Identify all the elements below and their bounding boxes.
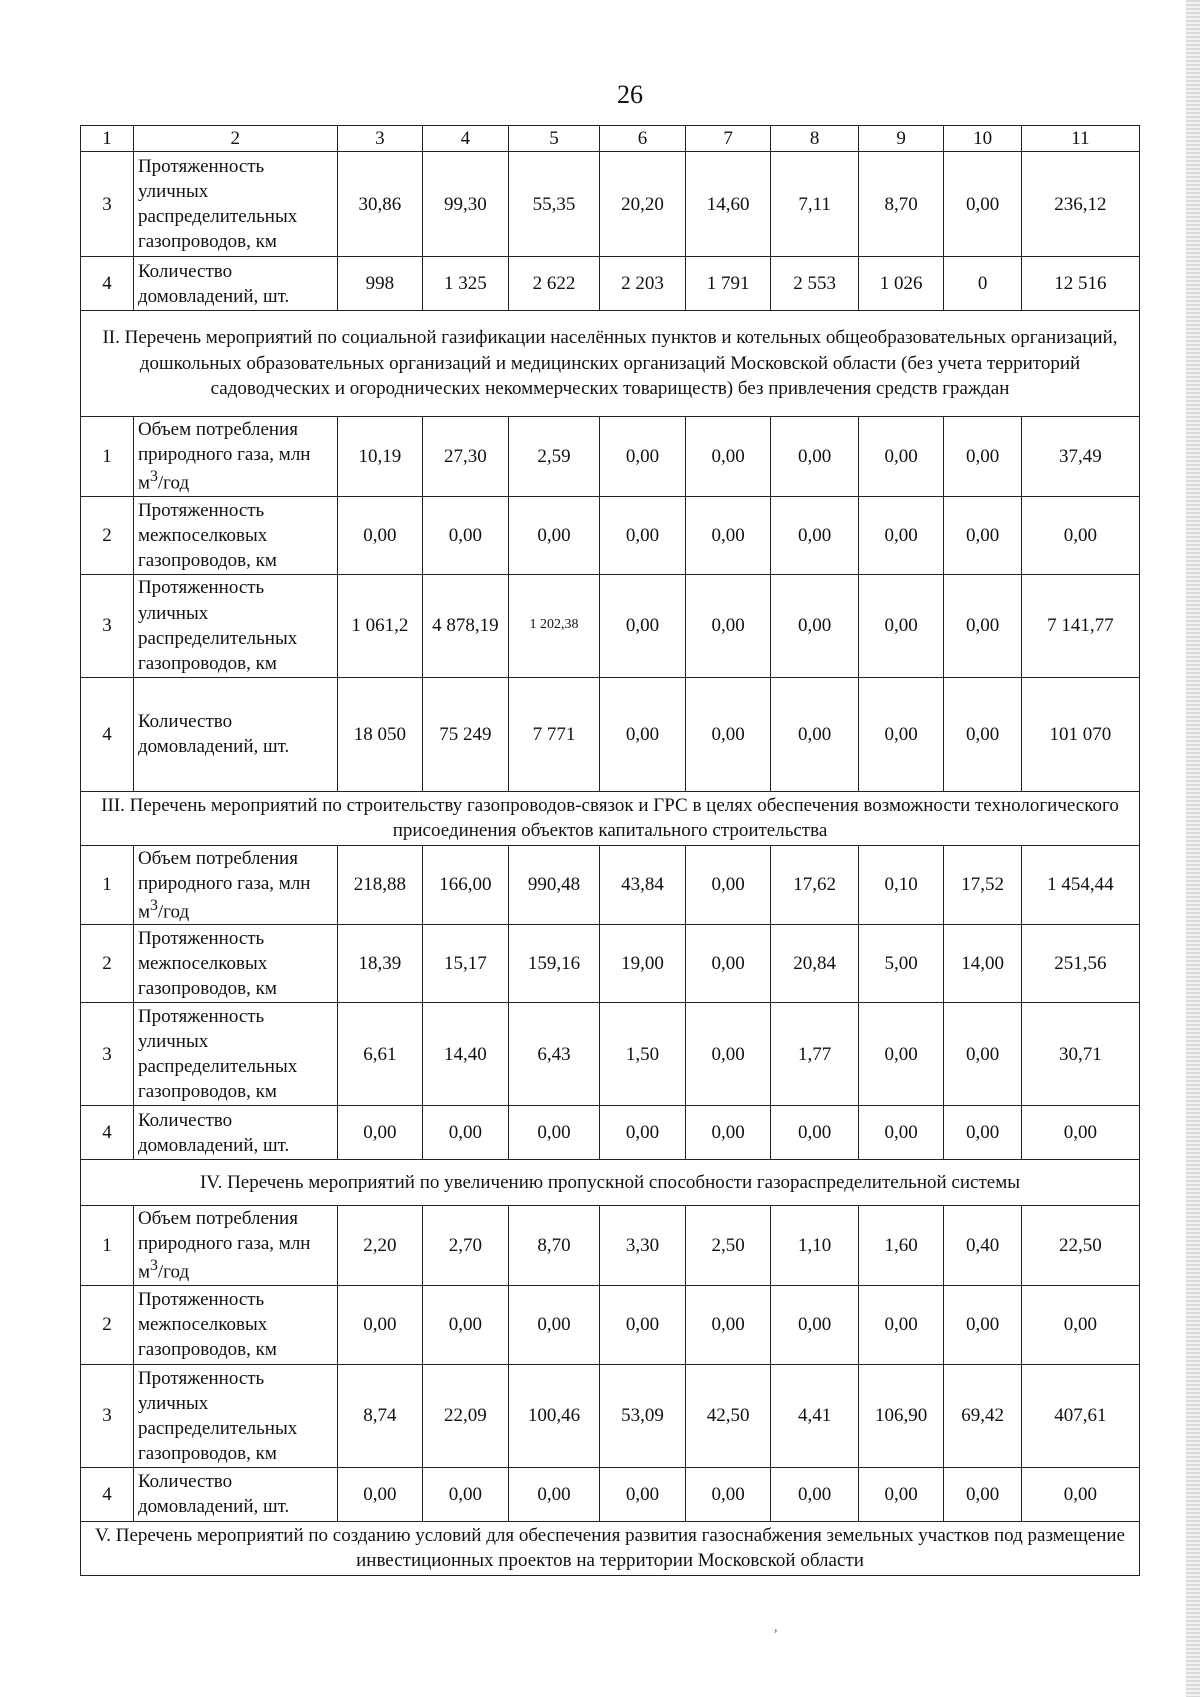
value-cell: 0,00 — [508, 496, 600, 574]
row-label: Протяженность уличных распределительных газопроводов, км — [133, 574, 337, 677]
value-cell: 0,00 — [423, 1106, 509, 1160]
value-cell: 0,00 — [858, 574, 944, 677]
value-cell: 8,70 — [508, 1206, 600, 1286]
header-cell: 9 — [858, 126, 944, 152]
section-title: IV. Перечень мероприятий по увеличению пропускной способности газораспределительной системы — [81, 1160, 1140, 1206]
value-cell: 0,00 — [685, 1467, 771, 1521]
value-cell: 99,30 — [423, 152, 509, 257]
value-cell: 101 070 — [1021, 677, 1139, 791]
value-cell: 2 553 — [771, 257, 859, 311]
value-cell: 0,00 — [600, 1285, 686, 1364]
value-cell: 0,00 — [423, 496, 509, 574]
gasification-table — [80, 125, 1140, 1576]
table-row — [81, 152, 1140, 257]
value-cell: 0,00 — [600, 496, 686, 574]
value-cell: 4 878,19 — [423, 574, 509, 677]
value-cell: 1 325 — [423, 257, 509, 311]
table-row — [81, 1206, 1140, 1286]
value-cell: 106,90 — [858, 1364, 944, 1467]
value-cell: 0,00 — [600, 1106, 686, 1160]
value-cell: 0,00 — [858, 677, 944, 791]
section-header-row — [81, 1521, 1140, 1575]
value-cell: 0,00 — [423, 1467, 509, 1521]
value-cell: 2,70 — [423, 1206, 509, 1286]
row-number: 2 — [81, 925, 134, 1003]
section-title: II. Перечень мероприятий по социальной газификации населённых пунктов и котельных общеобразовательных организаций, дошкольных образовательных организаций и медицинских организаций Московской области (без учета территорий садоводческих и огороднических некоммерческих товариществ) без привлечения средств граждан — [81, 311, 1140, 417]
value-cell: 0,00 — [685, 1285, 771, 1364]
value-cell: 12 516 — [1021, 257, 1139, 311]
value-cell: 0,00 — [944, 152, 1021, 257]
value-cell: 2,20 — [337, 1206, 423, 1286]
header-cell: 7 — [685, 126, 771, 152]
section-title: V. Перечень мероприятий по созданию условий для обеспечения развития газоснабжения земельных участков под размещение инвестиционных проектов на территории Московской области — [81, 1521, 1140, 1575]
value-cell: 2,59 — [508, 417, 600, 497]
value-cell: 100,46 — [508, 1364, 600, 1467]
value-cell: 0,00 — [771, 417, 859, 497]
value-cell: 1 026 — [858, 257, 944, 311]
value-cell: 6,43 — [508, 1003, 600, 1106]
value-cell: 7,11 — [771, 152, 859, 257]
value-cell: 236,12 — [1021, 152, 1139, 257]
value-cell: 0,00 — [858, 1467, 944, 1521]
row-label: Количество домовладений, шт. — [133, 257, 337, 311]
value-cell: 0,00 — [600, 677, 686, 791]
value-cell: 14,00 — [944, 925, 1021, 1003]
value-cell: 0,00 — [685, 925, 771, 1003]
section-header-row — [81, 791, 1140, 845]
row-label: Количество домовладений, шт. — [133, 677, 337, 791]
value-cell: 42,50 — [685, 1364, 771, 1467]
value-cell: 3,30 — [600, 1206, 686, 1286]
value-cell: 0 — [944, 257, 1021, 311]
value-cell: 0,00 — [771, 677, 859, 791]
row-number: 3 — [81, 1364, 134, 1467]
row-label: Протяженность уличных распределительных газопроводов, км — [133, 1364, 337, 1467]
row-label: Объем потребления природного газа, млн $м^3$/год — [133, 417, 337, 497]
value-cell: 218,88 — [337, 845, 423, 925]
value-cell: 0,00 — [1021, 1285, 1139, 1364]
table-row — [81, 257, 1140, 311]
value-cell: 30,71 — [1021, 1003, 1139, 1106]
value-cell: 1,10 — [771, 1206, 859, 1286]
value-cell: 0,00 — [944, 1467, 1021, 1521]
value-cell: 0,40 — [944, 1206, 1021, 1286]
table-row — [81, 417, 1140, 497]
value-cell: 1 061,2 — [337, 574, 423, 677]
row-number: 3 — [81, 152, 134, 257]
value-cell: 17,62 — [771, 845, 859, 925]
row-label: Протяженность уличных распределительных газопроводов, км — [133, 1003, 337, 1106]
table-row — [81, 1364, 1140, 1467]
value-cell: 0,00 — [600, 417, 686, 497]
value-cell: 0,00 — [337, 496, 423, 574]
value-cell: 1 791 — [685, 257, 771, 311]
value-cell: 2 622 — [508, 257, 600, 311]
value-cell: 69,42 — [944, 1364, 1021, 1467]
row-number: 4 — [81, 1106, 134, 1160]
value-cell: 0,00 — [771, 1467, 859, 1521]
value-cell: 0,00 — [685, 845, 771, 925]
row-label: Протяженность межпоселковых газопроводов, км — [133, 496, 337, 574]
value-cell: 7 141,77 — [1021, 574, 1139, 677]
row-number: 3 — [81, 574, 134, 677]
row-label: Протяженность уличных распределительных газопроводов, км — [133, 152, 337, 257]
row-number: 2 — [81, 1285, 134, 1364]
value-cell: 0,00 — [685, 417, 771, 497]
row-number: 3 — [81, 1003, 134, 1106]
value-cell: 998 — [337, 257, 423, 311]
value-cell: 0,00 — [771, 496, 859, 574]
value-cell: 1,77 — [771, 1003, 859, 1106]
header-cell: 2 — [133, 126, 337, 152]
row-number: 4 — [81, 1467, 134, 1521]
value-cell: 990,48 — [508, 845, 600, 925]
section-header-row — [81, 1160, 1140, 1206]
value-cell: 7 771 — [508, 677, 600, 791]
table-row — [81, 1003, 1140, 1106]
table-row — [81, 1467, 1140, 1521]
value-cell: 55,35 — [508, 152, 600, 257]
header-cell: 1 — [81, 126, 134, 152]
value-cell: 1,60 — [858, 1206, 944, 1286]
header-cell: 8 — [771, 126, 859, 152]
row-number: 1 — [81, 1206, 134, 1286]
table-header-row — [81, 126, 1140, 152]
row-label: Количество домовладений, шт. — [133, 1106, 337, 1160]
table-row — [81, 845, 1140, 925]
value-cell: 22,50 — [1021, 1206, 1139, 1286]
value-cell: 0,00 — [944, 496, 1021, 574]
table-row — [81, 1106, 1140, 1160]
row-number: 1 — [81, 845, 134, 925]
value-cell: 0,00 — [944, 1106, 1021, 1160]
value-cell: 0,00 — [944, 417, 1021, 497]
value-cell: 0,00 — [600, 1467, 686, 1521]
value-cell: 53,09 — [600, 1364, 686, 1467]
value-cell: 0,00 — [685, 496, 771, 574]
value-cell: 19,00 — [600, 925, 686, 1003]
header-cell: 5 — [508, 126, 600, 152]
value-cell: 0,00 — [685, 574, 771, 677]
value-cell: 0,00 — [600, 574, 686, 677]
value-cell: 8,74 — [337, 1364, 423, 1467]
section-title: III. Перечень мероприятий по строительству газопроводов-связок и ГРС в целях обеспечения возможности технологического присоединения объектов капитального строительства — [81, 791, 1140, 845]
value-cell: 0,00 — [1021, 1467, 1139, 1521]
table-row — [81, 1285, 1140, 1364]
value-cell: 166,00 — [423, 845, 509, 925]
value-cell: 0,00 — [423, 1285, 509, 1364]
value-cell: 1 454,44 — [1021, 845, 1139, 925]
value-cell: 18 050 — [337, 677, 423, 791]
value-cell: 22,09 — [423, 1364, 509, 1467]
value-cell: 2,50 — [685, 1206, 771, 1286]
value-cell: 27,30 — [423, 417, 509, 497]
row-number: 2 — [81, 496, 134, 574]
value-cell: 8,70 — [858, 152, 944, 257]
value-cell: 0,00 — [508, 1285, 600, 1364]
value-cell: 0,00 — [685, 1106, 771, 1160]
value-cell: 6,61 — [337, 1003, 423, 1106]
value-cell: 10,19 — [337, 417, 423, 497]
section-header-row — [81, 311, 1140, 417]
row-label: Количество домовладений, шт. — [133, 1467, 337, 1521]
value-cell: 1 202,38 — [508, 574, 600, 677]
value-cell: 15,17 — [423, 925, 509, 1003]
stray-mark: , — [774, 1620, 778, 1635]
header-cell: 3 — [337, 126, 423, 152]
value-cell: 0,00 — [944, 677, 1021, 791]
value-cell: 18,39 — [337, 925, 423, 1003]
value-cell: 0,00 — [858, 1003, 944, 1106]
value-cell: 0,00 — [1021, 1106, 1139, 1160]
table-row — [81, 496, 1140, 574]
value-cell: 4,41 — [771, 1364, 859, 1467]
header-cell: 10 — [944, 126, 1021, 152]
value-cell: 0,00 — [508, 1467, 600, 1521]
value-cell: 17,52 — [944, 845, 1021, 925]
value-cell: 0,00 — [771, 1106, 859, 1160]
row-label: Протяженность межпоселковых газопроводов, км — [133, 925, 337, 1003]
table-row — [81, 677, 1140, 791]
value-cell: 0,00 — [944, 1003, 1021, 1106]
row-label: Объем потребления природного газа, млн $м^3$/год — [133, 845, 337, 925]
value-cell: 37,49 — [1021, 417, 1139, 497]
row-number: 4 — [81, 677, 134, 791]
value-cell: 5,00 — [858, 925, 944, 1003]
value-cell: 0,00 — [337, 1467, 423, 1521]
value-cell: 0,00 — [944, 1285, 1021, 1364]
value-cell: 1,50 — [600, 1003, 686, 1106]
value-cell: 0,00 — [685, 677, 771, 791]
row-number: 1 — [81, 417, 134, 497]
value-cell: 20,84 — [771, 925, 859, 1003]
row-label: Объем потребления природного газа, млн $м^3$/год — [133, 1206, 337, 1286]
row-label: Протяженность межпоселковых газопроводов, км — [133, 1285, 337, 1364]
value-cell: 251,56 — [1021, 925, 1139, 1003]
header-cell: 6 — [600, 126, 686, 152]
value-cell: 2 203 — [600, 257, 686, 311]
value-cell: 75 249 — [423, 677, 509, 791]
value-cell: 0,10 — [858, 845, 944, 925]
value-cell: 43,84 — [600, 845, 686, 925]
header-cell: 4 — [423, 126, 509, 152]
value-cell: 0,00 — [858, 496, 944, 574]
header-cell: 11 — [1021, 126, 1139, 152]
value-cell: 0,00 — [508, 1106, 600, 1160]
table-row — [81, 925, 1140, 1003]
value-cell: 14,40 — [423, 1003, 509, 1106]
row-number: 4 — [81, 257, 134, 311]
value-cell: 159,16 — [508, 925, 600, 1003]
value-cell: 0,00 — [858, 1106, 944, 1160]
page-number: 26 — [617, 80, 643, 109]
value-cell: 14,60 — [685, 152, 771, 257]
value-cell: 0,00 — [858, 417, 944, 497]
page-edge-scan-artifact — [1186, 0, 1200, 1697]
value-cell: 0,00 — [337, 1106, 423, 1160]
value-cell: 0,00 — [944, 574, 1021, 677]
table-row — [81, 574, 1140, 677]
value-cell: 0,00 — [771, 574, 859, 677]
value-cell: 0,00 — [771, 1285, 859, 1364]
value-cell: 0,00 — [1021, 496, 1139, 574]
value-cell: 30,86 — [337, 152, 423, 257]
value-cell: 0,00 — [685, 1003, 771, 1106]
value-cell: 20,20 — [600, 152, 686, 257]
value-cell: 0,00 — [337, 1285, 423, 1364]
value-cell: 0,00 — [858, 1285, 944, 1364]
value-cell: 407,61 — [1021, 1364, 1139, 1467]
